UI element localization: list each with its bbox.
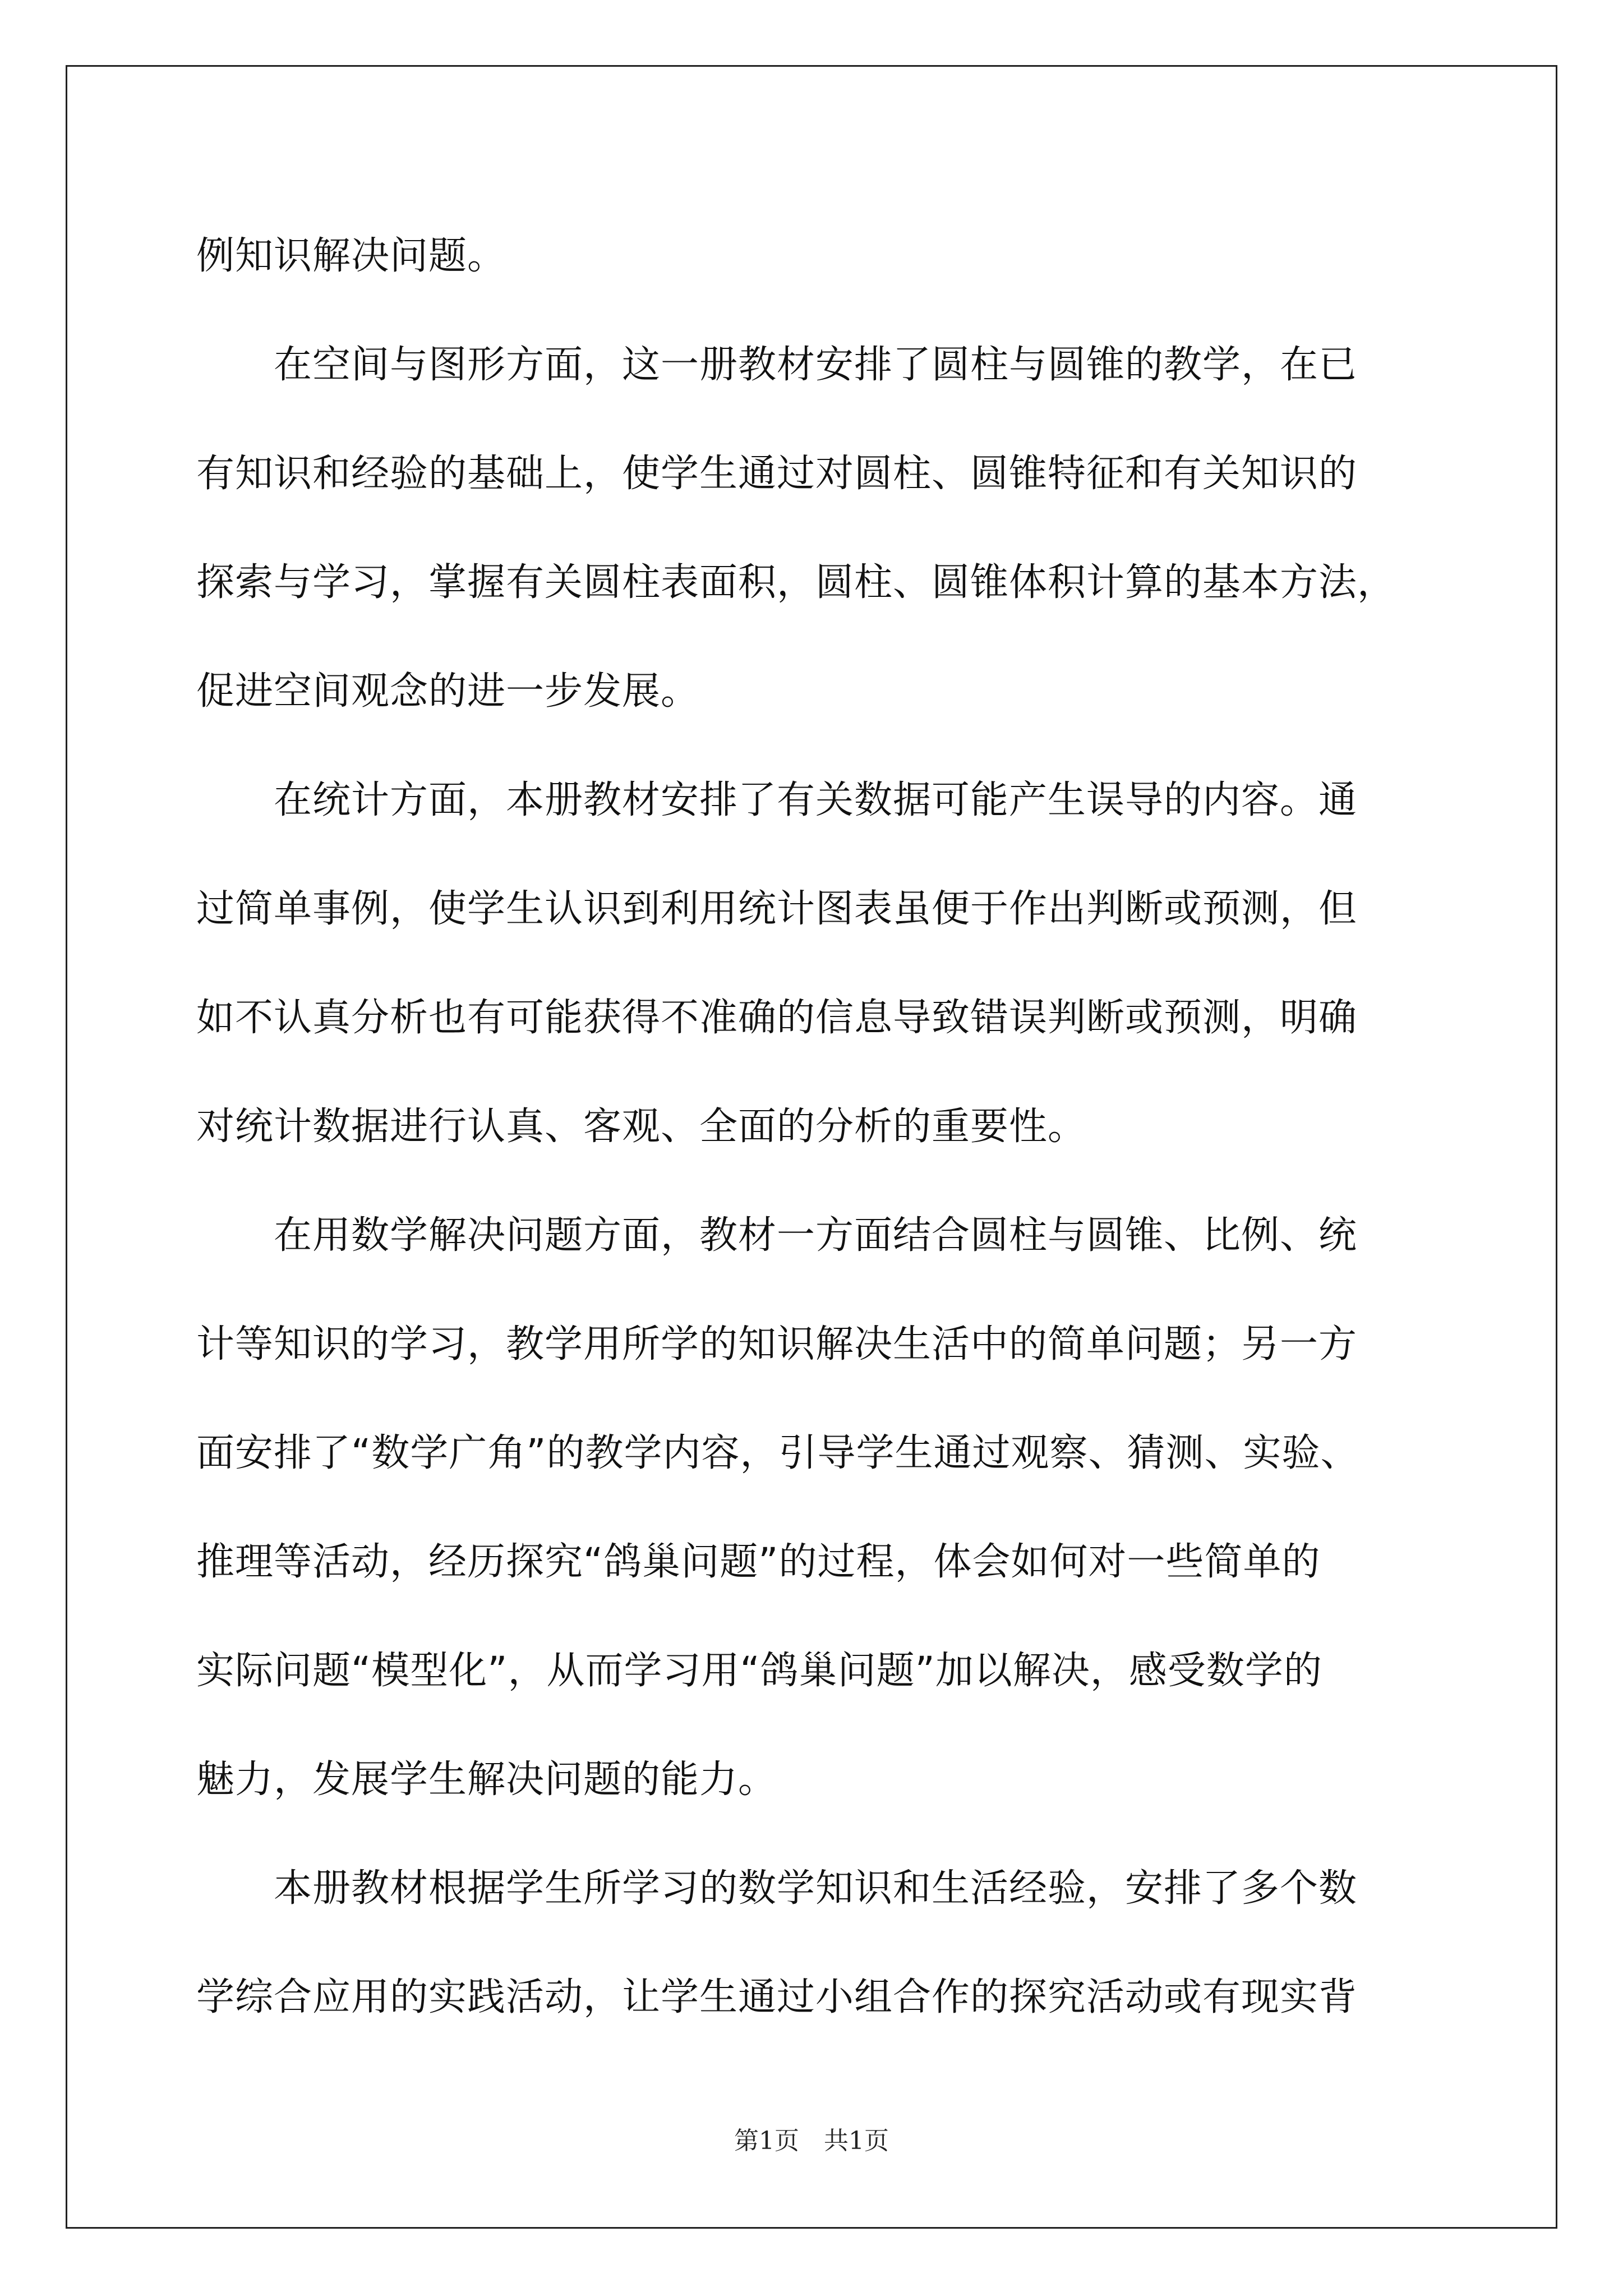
text-line: 对统计数据进行认真、客观、全面的分析的重要性。: [196, 1105, 1087, 1149]
text-line: 面安排了“数学广角”的教学内容，引导学生通过观察、猜测、实验、: [196, 1431, 1359, 1475]
text-line: 计等知识的学习，教学用所学的知识解决生活中的简单问题；另一方: [196, 1322, 1358, 1366]
text-line: 推理等活动，经历探究“鸽巢问题”的过程，体会如何对一些简单的: [196, 1540, 1321, 1584]
text-line: 探索与学习，掌握有关圆柱表面积，圆柱、圆锥体积计算的基本方法，: [196, 560, 1396, 605]
text-line: 例知识解决问题。: [196, 234, 506, 278]
text-line: 魅力，发展学生解决问题的能力。: [196, 1757, 777, 1802]
text-line: 有知识和经验的基础上，使学生通过对圆柱、圆锥特征和有关知识的: [196, 452, 1358, 496]
text-line: 在用数学解决问题方面，教材一方面结合圆柱与圆锥、比例、统: [196, 1213, 1358, 1258]
text-line: 促进空间观念的进一步发展。: [196, 669, 700, 714]
document-body: [196, 202, 1430, 2052]
page-footer: 第1页 共1页: [734, 2127, 889, 2155]
text-line: 如不认真分析也有可能获得不准确的信息导致错误判断或预测，明确: [196, 996, 1358, 1040]
text-line: 过简单事例，使学生认识到利用统计图表虽便于作出判断或预测，但: [196, 887, 1358, 931]
text-line: 在空间与图形方面，这一册教材安排了圆柱与圆锥的教学，在已: [196, 343, 1358, 387]
text-line: 本册教材根据学生所学习的数学知识和生活经验，安排了多个数: [196, 1866, 1358, 1911]
text-line: 实际问题“模型化”，从而学习用“鸽巢问题”加以解决，感受数学的: [196, 1649, 1322, 1693]
text-line: 在统计方面，本册教材安排了有关数据可能产生误导的内容。通: [196, 778, 1358, 822]
text-line: 学综合应用的实践活动，让学生通过小组合作的探究活动或有现实背: [196, 1975, 1358, 2019]
